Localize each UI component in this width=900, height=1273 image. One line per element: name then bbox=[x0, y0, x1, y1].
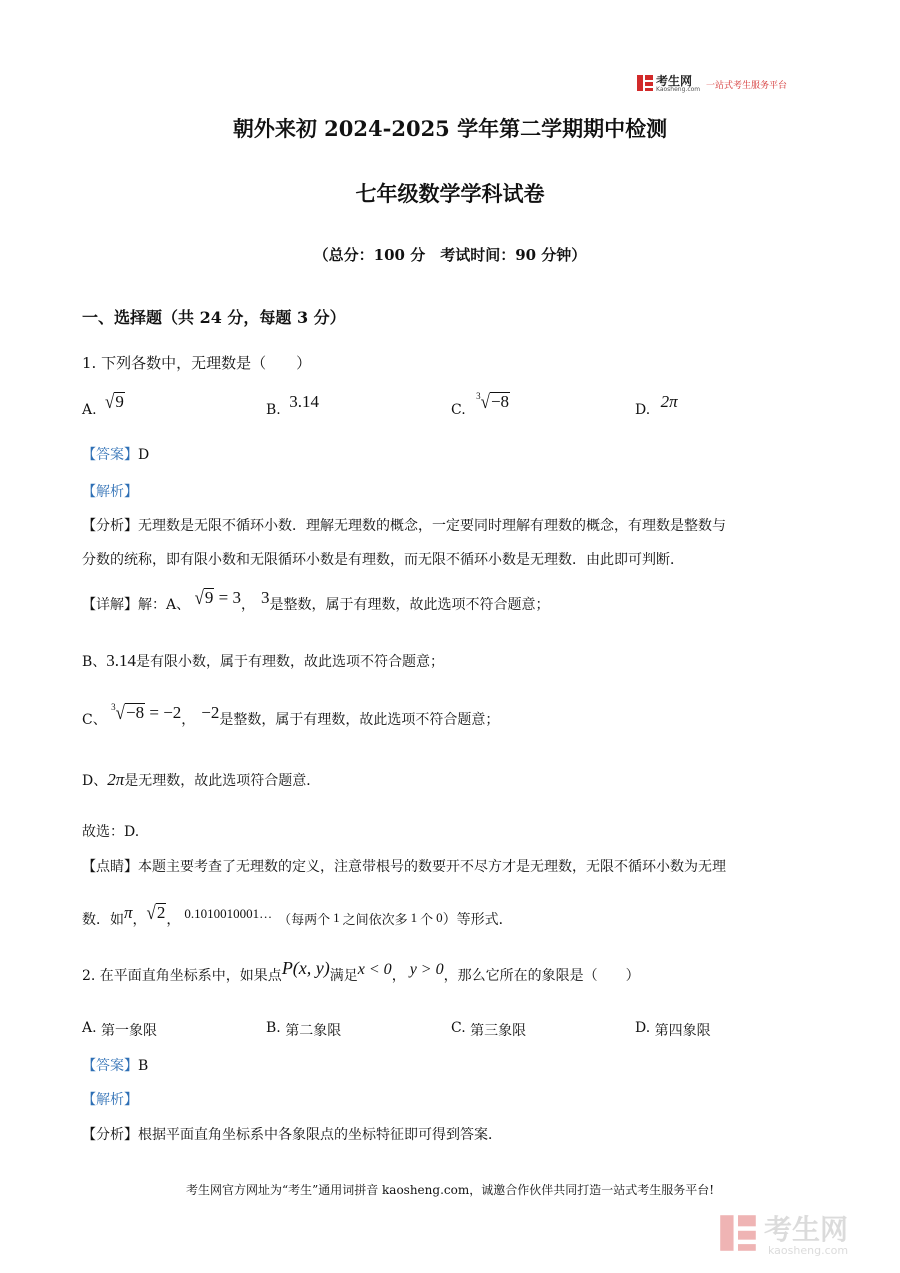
answer-tag: 【答案】 bbox=[82, 447, 138, 463]
q1-option-c bbox=[451, 390, 510, 418]
radical-icon: √ bbox=[115, 701, 126, 724]
q1-option-d bbox=[635, 392, 678, 418]
q2-option-b: B. 第二象限 bbox=[266, 1020, 342, 1039]
kaosheng-logo-icon bbox=[636, 74, 654, 92]
watermark-brand: 考生网 bbox=[764, 1213, 849, 1246]
cbrt-equation: $^3$√−8 = −2 bbox=[111, 701, 182, 724]
detail-tag: 【详解】 bbox=[82, 597, 138, 613]
radical-icon: √ bbox=[480, 390, 490, 413]
point-p: P(x, y) bbox=[281, 958, 330, 978]
answer-tag: 【答案】 bbox=[82, 1058, 138, 1074]
radical-icon: √ bbox=[146, 901, 156, 924]
sqrt-two: √2 bbox=[146, 901, 166, 924]
cbrt-expression: $^3$√−8 bbox=[476, 390, 510, 413]
q2-option-d: D. 第四象限 bbox=[635, 1020, 711, 1039]
page-title: 朝外来初 2024-2025 学年第二学期期中检测 bbox=[232, 116, 668, 141]
q1-detail-c: C、 $^3$√−8 = −2， −2是整数，属于有理数，故此选项不符合题意； bbox=[82, 701, 500, 728]
q2-analysis-tag: 【解析】 bbox=[82, 1092, 138, 1108]
page-subtitle: 七年级数学学科试卷 bbox=[355, 181, 545, 206]
option-value: 2π bbox=[660, 392, 678, 411]
q2-fenxi: 【分析】根据平面直角坐标系中各象限点的坐标特征即可得到答案． bbox=[82, 1127, 502, 1143]
sqrt-expression: √9 bbox=[105, 390, 124, 413]
q1-dianjing-line2: 数．如π，√2， 0.1010010001… （每两个 1 之间依次多 1 个 0）等形式． bbox=[82, 901, 513, 928]
q1-fenxi-line1 bbox=[82, 515, 726, 535]
radical-icon: √ bbox=[105, 390, 115, 413]
q1-detail-d: D、2π是无理数，故此选项符合题意． bbox=[82, 770, 321, 789]
dianjing-tag: 【点睛】 bbox=[82, 859, 138, 875]
option-letter: A. bbox=[82, 402, 97, 418]
q1-option-a bbox=[82, 390, 125, 418]
q2-option-c: C. 第三象限 bbox=[451, 1020, 527, 1039]
radical-icon: √ bbox=[194, 586, 204, 609]
fenxi-tag: 【分析】 bbox=[82, 518, 138, 534]
option-letter: B. bbox=[266, 402, 281, 418]
q1-answer bbox=[82, 444, 149, 464]
logo-brand: 考生网 bbox=[656, 74, 693, 88]
answer-value: B bbox=[138, 1058, 149, 1074]
option-letter: C. bbox=[451, 402, 466, 418]
q1-detail-a: 【详解】解：A、 √9 = 3， 3是整数，属于有理数，故此选项不符合题意； bbox=[82, 586, 550, 613]
q1-option-b bbox=[266, 392, 319, 418]
option-value: 3.14 bbox=[289, 392, 319, 411]
exam-meta: （总分：100 分 考试时间：90 分钟） bbox=[313, 246, 587, 264]
q1-dianjing-line1: 【点睛】本题主要考查了无理数的定义，注意带根号的数要开不尽方才是无理数，无限不循环小数为无理 bbox=[82, 859, 726, 875]
fenxi-tag: 【分析】 bbox=[82, 1127, 138, 1143]
q1-detail-b: B、3.14是有限小数，属于有理数，故此选项不符合题意； bbox=[82, 651, 445, 670]
q1-choice: 故选：D. bbox=[82, 824, 140, 840]
sqrt-equation: √9 = 3 bbox=[194, 586, 242, 609]
kaosheng-watermark-icon bbox=[718, 1210, 758, 1256]
footer-text: 考生网官方网址为“考生”通用词拼音 kaosheng.com，诚邀合作伙伴共同打造一站式考生服务平台! bbox=[185, 1183, 715, 1197]
section-heading: 一、选择题（共 24 分，每题 3 分） bbox=[82, 308, 346, 327]
q2-answer bbox=[82, 1055, 148, 1075]
q2-option-a: A. 第一象限 bbox=[82, 1020, 158, 1039]
logo-domain: Kaosheng.com bbox=[656, 86, 701, 93]
q1-stem: 1. 下列各数中，无理数是（ ） bbox=[82, 354, 312, 372]
option-letter: D. bbox=[635, 402, 651, 418]
watermark-domain: kaosheng.com bbox=[768, 1244, 849, 1257]
footer-watermark bbox=[718, 1208, 878, 1260]
q1-analysis-tag: 【解析】 bbox=[82, 484, 138, 500]
q2-stem: 2. 在平面直角坐标系中，如果点P(x, y)满足x < 0， y > 0，那么它所在的象限是（ ） bbox=[82, 958, 640, 984]
answer-value: D bbox=[138, 447, 150, 463]
logo-slogan: 一站式考生服务平台 bbox=[706, 81, 788, 91]
q1-fenxi-line2: 分数的统称，即有限小数和无限循环小数是有理数，而无限不循环小数是无理数．由此即可判断． bbox=[82, 552, 684, 568]
fenxi-text: 无理数是无限不循环小数．理解无理数的概念，一定要同时理解有理数的概念，有理数是整数与 bbox=[138, 518, 726, 534]
